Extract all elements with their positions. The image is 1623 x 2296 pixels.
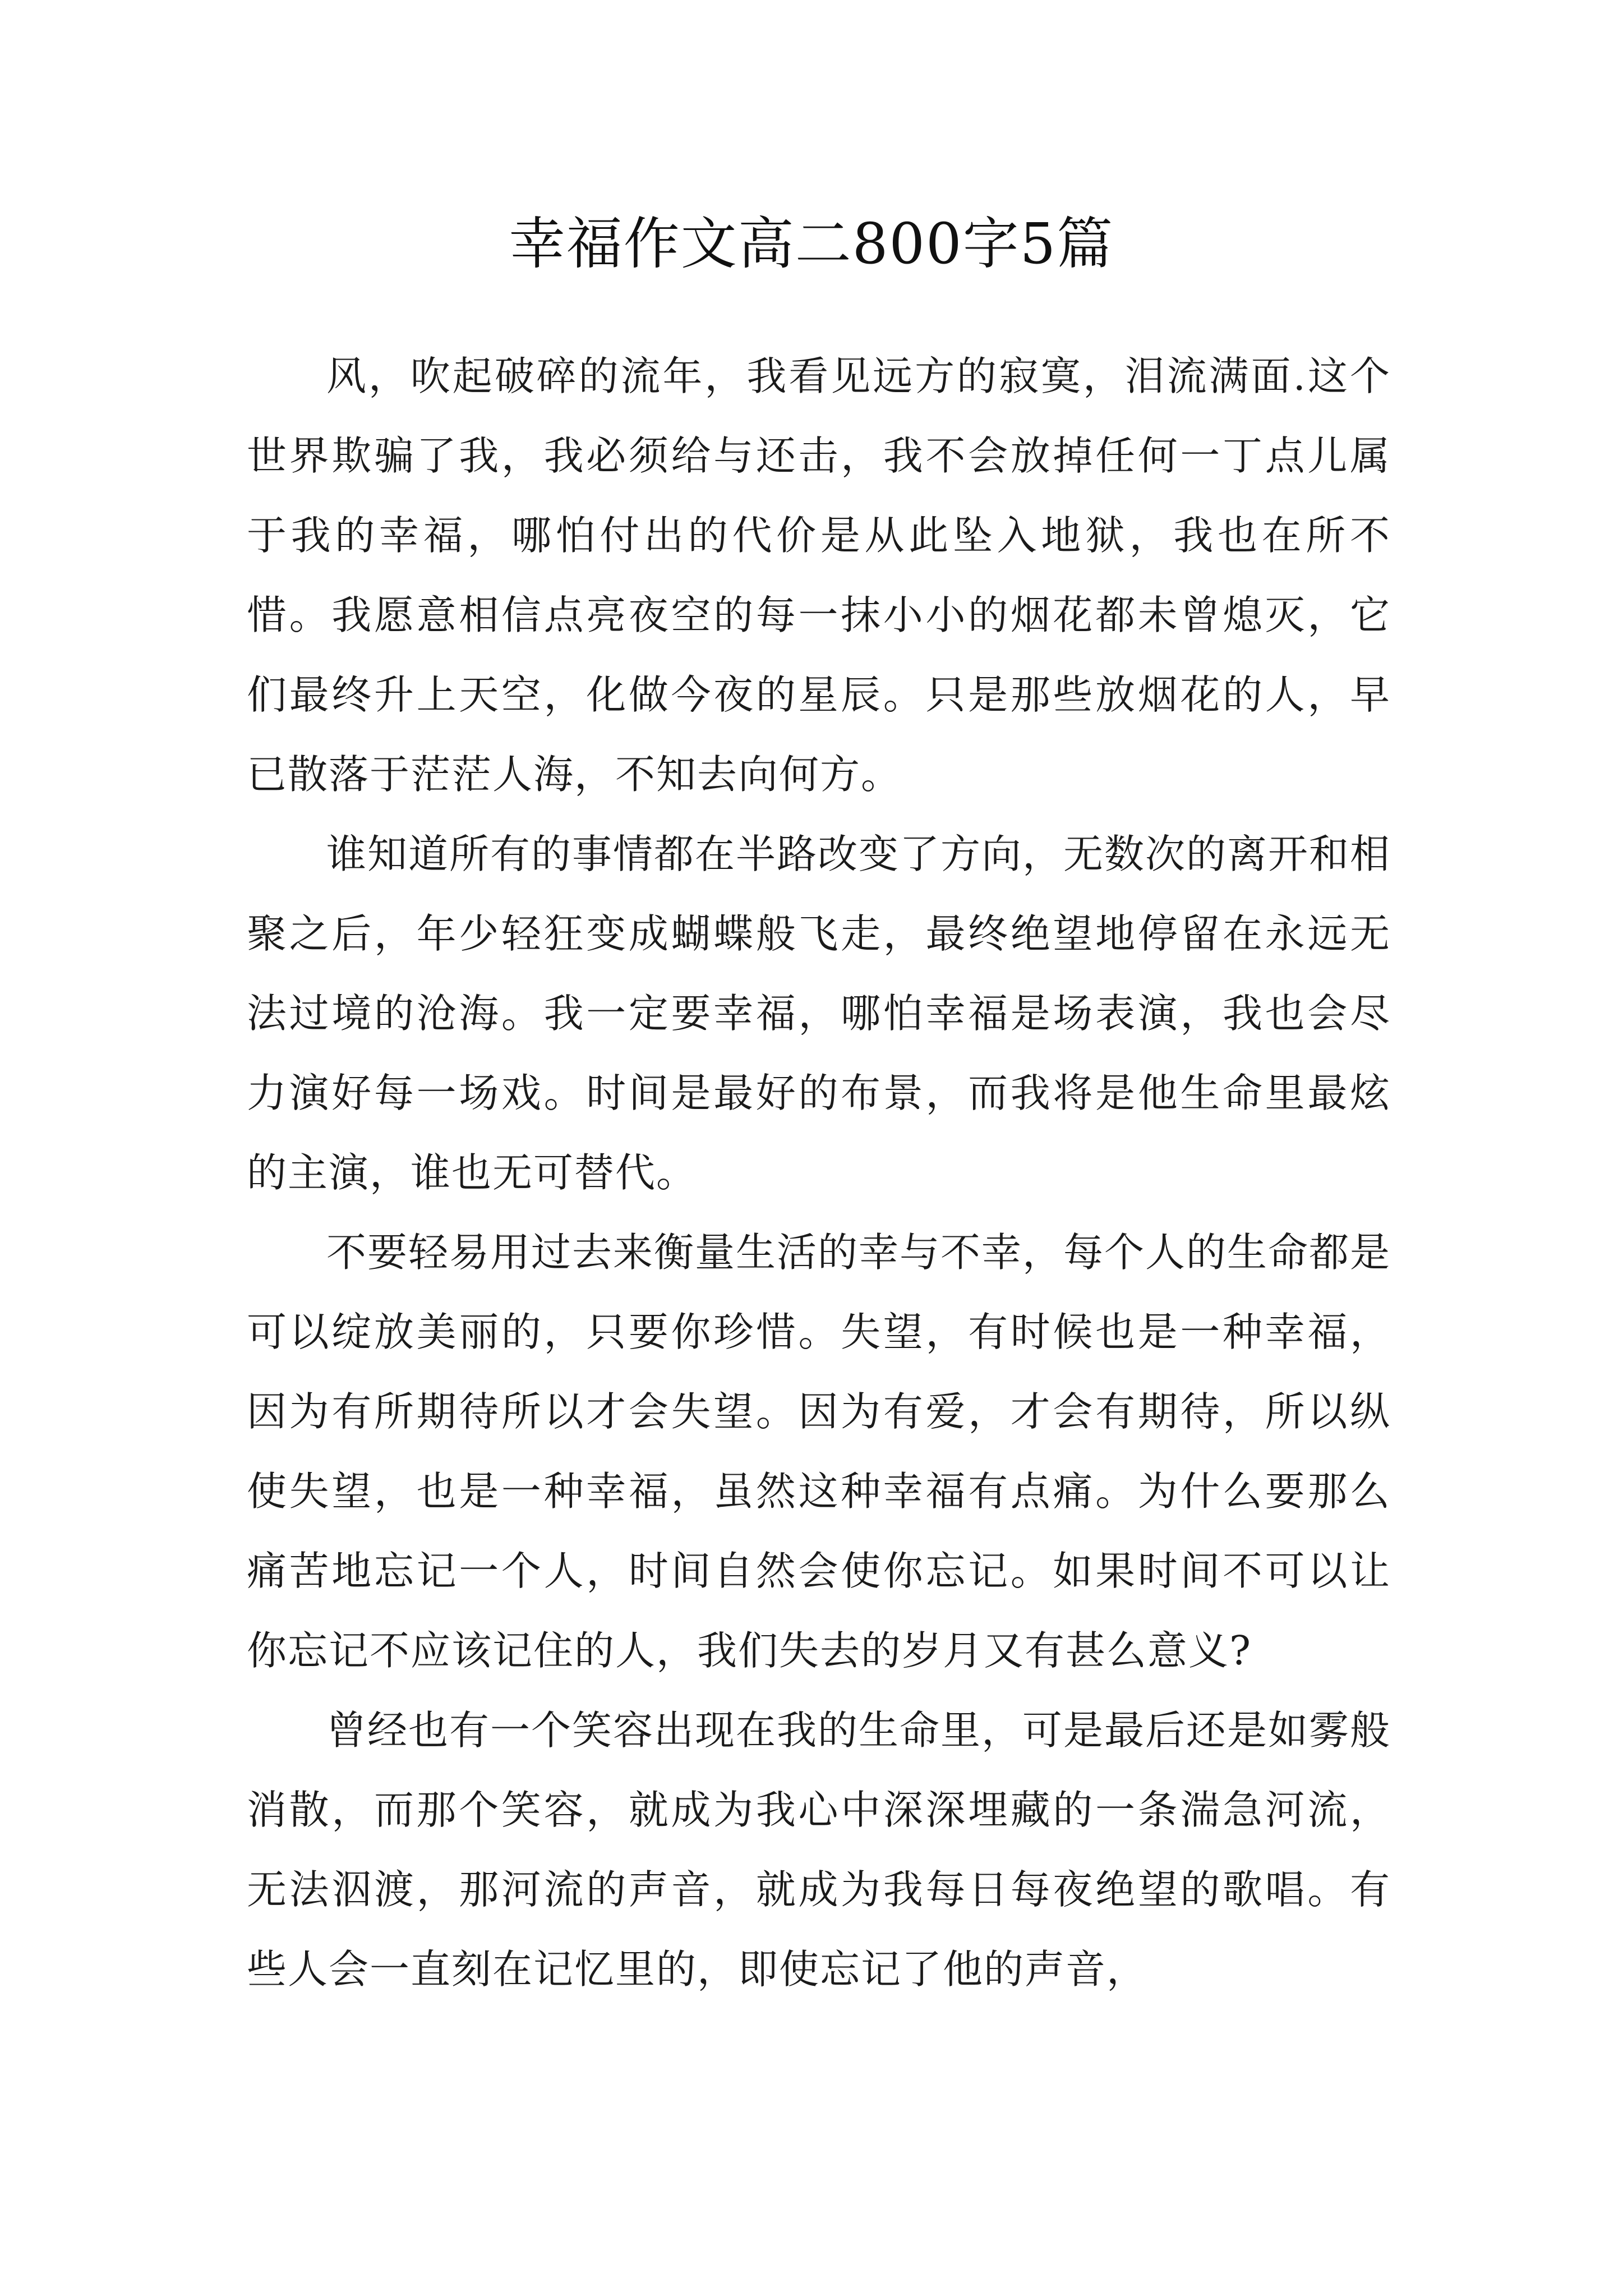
paragraph: 谁知道所有的事情都在半路改变了方向，无数次的离开和相聚之后，年少轻狂变成蝴蝶般飞走，最终绝望地停留在永远无法过境的沧海。我一定要幸福，哪怕幸福是场表演，我也会尽力演好每一场戏。时间是最好的布景，而我将是他生命里最炫的主演，谁也无可替代。 bbox=[247, 831, 1391, 1196]
paragraph: 曾经也有一个笑容出现在我的生命里，可是最后还是如雾般消散，而那个笑容，就成为我心中深深埋藏的一条湍急河流，无法泅渡，那河流的声音，就成为我每日每夜绝望的歌唱。有些人会一直刻在记忆里的，即使忘记了他的声音， bbox=[247, 1707, 1391, 1993]
paragraph: 不要轻易用过去来衡量生活的幸与不幸，每个人的生命都是可以绽放美丽的，只要你珍惜。失望，有时候也是一种幸福，因为有所期待所以才会失望。因为有爱，才会有期待，所以纵使失望，也是一种幸福，虽然这种幸福有点痛。为什么要那么痛苦地忘记一个人，时间自然会使你忘记。如果时间不可以让你忘记不应该记住的人，我们失去的岁月又有甚么意义? bbox=[247, 1229, 1391, 1674]
paragraph: 风，吹起破碎的流年，我看见远方的寂寞，泪流满面.这个世界欺骗了我，我必须给与还击，我不会放掉任何一丁点儿属于我的幸福，哪怕付出的代价是从此坠入地狱，我也在所不惜。我愿意相信点亮夜空的每一抹小小的烟花都未曾熄灭，它们最终升上天空，化做今夜的星辰。只是那些放烟花的人，早已散落于茫茫人海，不知去向何方。 bbox=[247, 353, 1391, 798]
document-title: 幸福作文高二800字5篇 bbox=[509, 211, 1114, 277]
document-body bbox=[247, 337, 1391, 2009]
